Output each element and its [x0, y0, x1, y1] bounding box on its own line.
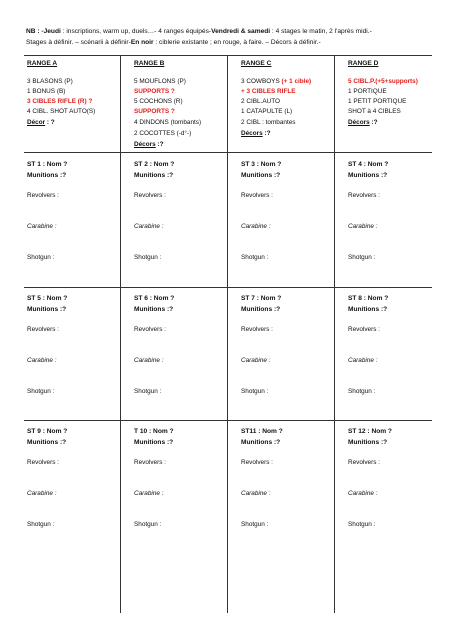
note-vs-text: : 4 stages le matin, 2 l'après midi.-: [270, 28, 372, 35]
range-c-item: 1 CATAPULTE (L): [241, 108, 293, 115]
stage-title: ST 12 : Nom ?: [348, 428, 392, 435]
revolvers-label: Revolvers :: [241, 192, 273, 199]
range-a-title: RANGE A: [27, 60, 58, 67]
range-b-item: 2 COCOTTES (-d°-): [134, 130, 192, 137]
munitions-label: Munitions :?: [241, 172, 281, 179]
revolvers-label: Revolvers :: [348, 459, 380, 466]
range-c-item: + 3 CIBLES RIFLE: [241, 88, 296, 95]
munitions-label: Munitions :?: [241, 306, 281, 313]
carabine-label: Carabine :: [27, 223, 57, 230]
stage-title: ST 7 : Nom ?: [241, 295, 282, 302]
decor-value: :?: [262, 130, 271, 137]
stage-title: ST 8 : Nom ?: [348, 295, 389, 302]
carabine-label: Carabine :: [27, 357, 57, 364]
note-line2: Stages à définir. – scénarii à définir-: [26, 39, 131, 46]
munitions-label: Munitions :?: [134, 306, 174, 313]
stage-title: ST 9 : Nom ?: [27, 428, 68, 435]
revolvers-label: Revolvers :: [27, 326, 59, 333]
range-a-item: 1 BONUS (B): [27, 88, 66, 95]
range-d-item: 5 CIBL.P.(+5+supports): [348, 78, 418, 85]
range-b-title: RANGE B: [134, 60, 165, 67]
revolvers-label: Revolvers :: [27, 192, 59, 199]
range-a-item: 3 BLASONS (P): [27, 78, 73, 85]
stage-title: ST 5 : Nom ?: [27, 295, 68, 302]
munitions-label: Munitions :?: [27, 172, 67, 179]
range-b-item: 5 MOUFLONS (P): [134, 78, 186, 85]
range-d-item: 1 PETIT PORTIQUE: [348, 98, 407, 105]
range-b-item: 5 COCHONS (R): [134, 98, 183, 105]
munitions-label: Munitions :?: [134, 439, 174, 446]
munitions-label: Munitions :?: [348, 172, 388, 179]
revolvers-label: Revolvers :: [134, 326, 166, 333]
shotgun-label: Shotgun :: [134, 254, 162, 261]
carabine-label: Carabine :: [241, 223, 271, 230]
stage-title: T 10 : Nom ?: [134, 428, 174, 435]
shotgun-label: Shotgun :: [134, 521, 162, 528]
note-nb: NB : -: [26, 28, 44, 35]
decor-label: Décors: [241, 130, 263, 137]
range-b-item: 4 DINDONS (tombants): [134, 119, 202, 126]
range-a-item: 3 CIBLES RIFLE (R) ?: [27, 98, 93, 105]
range-d-decor: [348, 119, 377, 126]
note-noir-text: : ciblerie existante ; en rouge, à faire. – Décors à définir.-: [153, 39, 321, 46]
column-divider: [227, 55, 228, 613]
munitions-label: Munitions :?: [241, 439, 281, 446]
shotgun-label: Shotgun :: [134, 388, 162, 395]
munitions-label: Munitions :?: [348, 439, 388, 446]
munitions-label: Munitions :?: [27, 306, 67, 313]
range-c-item: 2 CIBL : tombantes: [241, 119, 296, 126]
range-c-title: RANGE C: [241, 60, 272, 67]
row-separator: [24, 420, 432, 421]
shotgun-label: Shotgun :: [348, 254, 376, 261]
revolvers-label: Revolvers :: [27, 459, 59, 466]
stage-title: ST 6 : Nom ?: [134, 295, 175, 302]
shotgun-label: Shotgun :: [241, 521, 269, 528]
column-divider: [120, 55, 121, 613]
shotgun-label: Shotgun :: [27, 388, 55, 395]
stage-title: ST 3 : Nom ?: [241, 161, 282, 168]
decor-label: Décors: [348, 119, 370, 126]
decor-label: Décor: [27, 119, 46, 126]
revolvers-label: Revolvers :: [134, 459, 166, 466]
carabine-label: Carabine :: [134, 357, 164, 364]
range-d-title: RANGE D: [348, 60, 379, 67]
range-a-decor: [27, 119, 55, 126]
revolvers-label: Revolvers :: [241, 326, 273, 333]
carabine-label: Carabine :: [348, 490, 378, 497]
shotgun-label: Shotgun :: [241, 254, 269, 261]
row-separator: [24, 152, 432, 153]
shotgun-label: Shotgun :: [348, 521, 376, 528]
decor-value: :?: [369, 119, 378, 126]
decor-label: Décors: [134, 141, 156, 148]
revolvers-label: Revolvers :: [241, 459, 273, 466]
carabine-label: Carabine :: [241, 357, 271, 364]
header-note: [26, 26, 436, 48]
decor-value: :?: [155, 141, 164, 148]
munitions-label: Munitions :?: [134, 172, 174, 179]
note-noir-label: En noir: [130, 39, 154, 46]
stage-title: ST 2 : Nom ?: [134, 161, 175, 168]
carabine-label: Carabine :: [134, 490, 164, 497]
stage-title: ST 1 : Nom ?: [27, 161, 68, 168]
stage-title: ST11 : Nom ?: [241, 428, 283, 435]
carabine-label: Carabine :: [241, 490, 271, 497]
munitions-label: Munitions :?: [348, 306, 388, 313]
range-c-item-extra: (+ 1 cible): [279, 78, 312, 85]
revolvers-label: Revolvers :: [348, 326, 380, 333]
range-c-item: 2 CIBL.AUTO: [241, 98, 280, 105]
decor-value: : ?: [45, 119, 55, 126]
shotgun-label: Shotgun :: [348, 388, 376, 395]
range-b-decor: [134, 141, 163, 148]
top-rule: [24, 55, 432, 56]
range-d-item: SHOT à 4 CIBLES: [348, 108, 401, 115]
carabine-label: Carabine :: [348, 223, 378, 230]
revolvers-label: Revolvers :: [348, 192, 380, 199]
carabine-label: Carabine :: [134, 223, 164, 230]
note-vs-label: Vendredi & samedi: [211, 28, 271, 35]
range-b-item: SUPPORTS ?: [134, 88, 175, 95]
revolvers-label: Revolvers :: [134, 192, 166, 199]
range-c-decor: [241, 130, 270, 137]
range-a-item: 4 CIBL. SHOT AUTO(S): [27, 108, 96, 115]
shotgun-label: Shotgun :: [241, 388, 269, 395]
munitions-label: Munitions :?: [27, 439, 67, 446]
shotgun-label: Shotgun :: [27, 521, 55, 528]
shotgun-label: Shotgun :: [27, 254, 55, 261]
range-b-item: SUPPORTS ?: [134, 108, 175, 115]
carabine-label: Carabine :: [27, 490, 57, 497]
column-divider: [334, 55, 335, 613]
note-jeudi-label: Jeudi: [43, 28, 61, 35]
range-c-item: [241, 78, 311, 85]
carabine-label: Carabine :: [348, 357, 378, 364]
range-c-item-text: 3 COWBOYS: [241, 78, 280, 85]
stage-title: ST 4 : Nom ?: [348, 161, 389, 168]
note-jeudi-text: : inscriptions, warm up, duels…- 4 ranges équipés-: [60, 28, 212, 35]
range-d-item: 1 PORTIQUE: [348, 88, 387, 95]
row-separator: [24, 287, 432, 288]
